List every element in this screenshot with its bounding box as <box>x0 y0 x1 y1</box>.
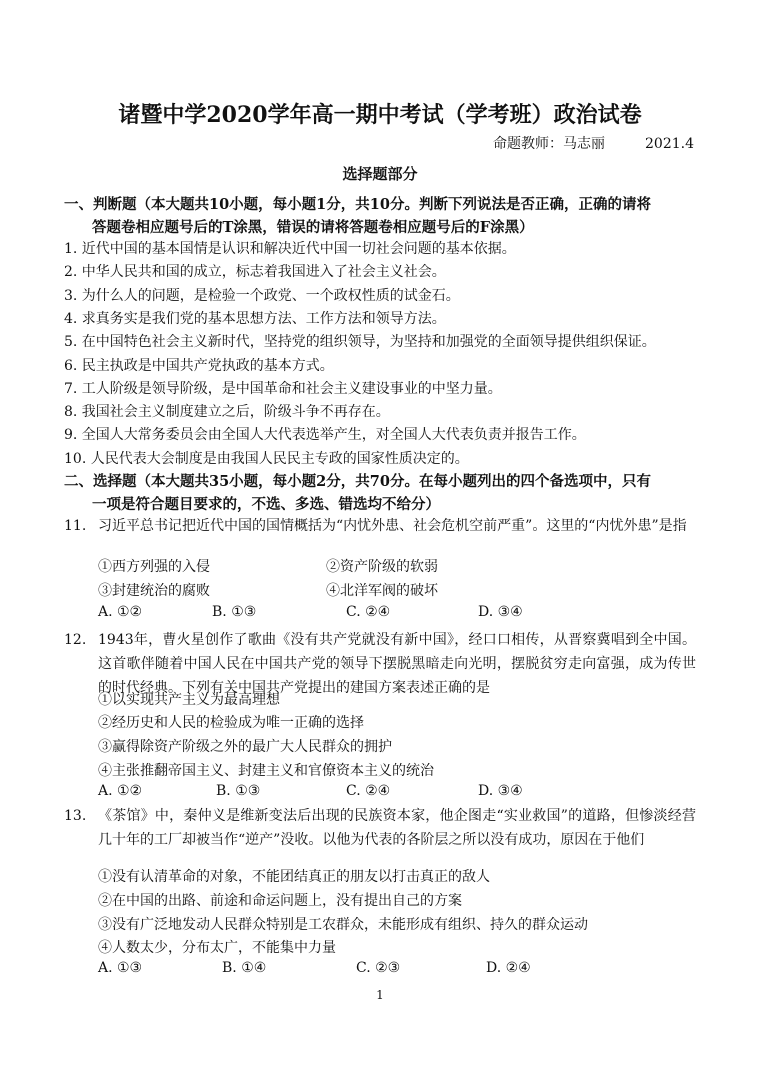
choice-a: A. ①② <box>98 783 143 799</box>
part2-heading-line1: 二、选择题（本大题共35小题，每小题2分，共70分。在每小题列出的四个备选项中，只有 <box>64 473 651 490</box>
choice-c: C. ②④ <box>346 783 391 799</box>
author-label: 命题教师：马志丽 <box>493 136 605 152</box>
part2-heading <box>64 470 704 516</box>
statement-3: ③封建统治的腐败 <box>98 583 210 599</box>
statement-4: ④主张推翻帝国主义、封建主义和官僚资本主义的统治 <box>98 763 434 779</box>
statement-1: ①西方列强的入侵 <box>98 559 210 575</box>
choice-b: B. ①③ <box>212 604 257 620</box>
judge-item-8: 8. 我国社会主义制度建立之后，阶级斗争不再存在。 <box>64 404 390 420</box>
statement-2: ②经历史和人民的检验成为唯一正确的选择 <box>98 715 364 731</box>
judge-item-10: 10. 人民代表大会制度是由我国人民民主专政的国家性质决定的。 <box>64 451 469 467</box>
statement-2: ②在中国的出路、前途和命运问题上，没有提出自己的方案 <box>98 893 462 909</box>
page-number: 1 <box>376 988 384 1002</box>
judge-item-1: 1. 近代中国的基本国情是认识和解决近代中国一切社会问题的基本依据。 <box>64 241 516 257</box>
statement-3: ③没有广泛地发动人民群众特别是工农群众，未能形成有组织、持久的群众运动 <box>98 917 588 933</box>
question-number: 12. <box>64 632 87 648</box>
statement-4: ④人数太少，分布太广，不能集中力量 <box>98 940 336 956</box>
exam-date: 2021.4 <box>645 136 694 152</box>
choice-b: B. ①④ <box>222 960 267 976</box>
part1-heading-line2: 答题卷相应题号后的T涂黑，错误的请将答题卷相应题号后的F涂黑） <box>92 219 534 236</box>
judge-item-4: 4. 求真务实是我们党的基本思想方法、工作方法和领导方法。 <box>64 311 446 327</box>
question-text: 习近平总书记把近代中国的国情概括为“内忧外患、社会危机空前严重”。这里的“内忧外患”是指 <box>98 518 687 534</box>
statement-2: ②资产阶级的软弱 <box>326 559 438 575</box>
question-number: 13. <box>64 808 87 824</box>
choice-c: C. ②③ <box>356 960 401 976</box>
section-title: 选择题部分 <box>342 165 418 183</box>
choice-a: A. ①② <box>98 604 143 620</box>
judge-item-6: 6. 民主执政是中国共产党执政的基本方式。 <box>64 358 334 374</box>
choice-d: D. ③④ <box>478 604 523 620</box>
choice-b: B. ①③ <box>216 783 261 799</box>
judge-item-9: 9. 全国人大常务委员会由全国人大代表选举产生，对全国人大代表负责并报告工作。 <box>64 427 586 443</box>
judge-item-2: 2. 中华人民共和国的成立，标志着我国进入了社会主义社会。 <box>64 264 446 280</box>
statement-1: ①没有认清革命的对象，不能团结真正的朋友以打击真正的敌人 <box>98 869 490 885</box>
statement-3: ③赢得除资产阶级之外的最广大人民群众的拥护 <box>98 739 392 755</box>
statement-4: ④北洋军阀的破坏 <box>326 583 438 599</box>
choice-a: A. ①③ <box>98 960 143 976</box>
statement-1: ①以实现共产主义为最高理想 <box>98 692 280 708</box>
judge-item-7: 7. 工人阶级是领导阶级，是中国革命和社会主义建设事业的中坚力量。 <box>64 381 502 397</box>
judge-item-3: 3. 为什么人的问题，是检验一个政党、一个政权性质的试金石。 <box>64 288 460 304</box>
question-text: 《茶馆》中，秦仲义是维新变法后出现的民族资本家，他企图走“实业救国”的道路，但惨淡经营几十年的工厂却被当作“逆产”没收。以他为代表的各阶层之所以没有成功，原因在于他们 <box>98 808 696 848</box>
question-text: 1943年，曹火星创作了歌曲《没有共产党就没有新中国》，经口口相传，从晋察冀唱到全中国。这首歌伴随着中国人民在中国共产党的领导下摆脱黑暗走向光明，摆脱贫穷走向富强，成为传世的时代经典。下列有关中国共产党提出的建国方案表述正确的是 <box>98 632 696 696</box>
question-number: 11. <box>64 518 87 534</box>
choice-c: C. ②④ <box>346 604 391 620</box>
choice-d: D. ②④ <box>486 960 531 976</box>
judge-item-5: 5. 在中国特色社会主义新时代，坚持党的组织领导，为坚持和加强党的全面领导提供组织保证。 <box>64 334 656 350</box>
part1-heading-line1: 一、判断题（本大题共10小题，每小题1分，共10分。判断下列说法是否正确，正确的请将 <box>64 196 651 213</box>
part2-heading-line2: 一项是符合题目要求的，不选、多选、错选均不给分） <box>92 496 440 513</box>
exam-meta <box>453 133 694 153</box>
part1-heading <box>64 193 704 239</box>
choice-d: D. ③④ <box>478 783 523 799</box>
exam-title: 诸暨中学2020学年高一期中考试（学考班）政治试卷 <box>118 102 642 128</box>
